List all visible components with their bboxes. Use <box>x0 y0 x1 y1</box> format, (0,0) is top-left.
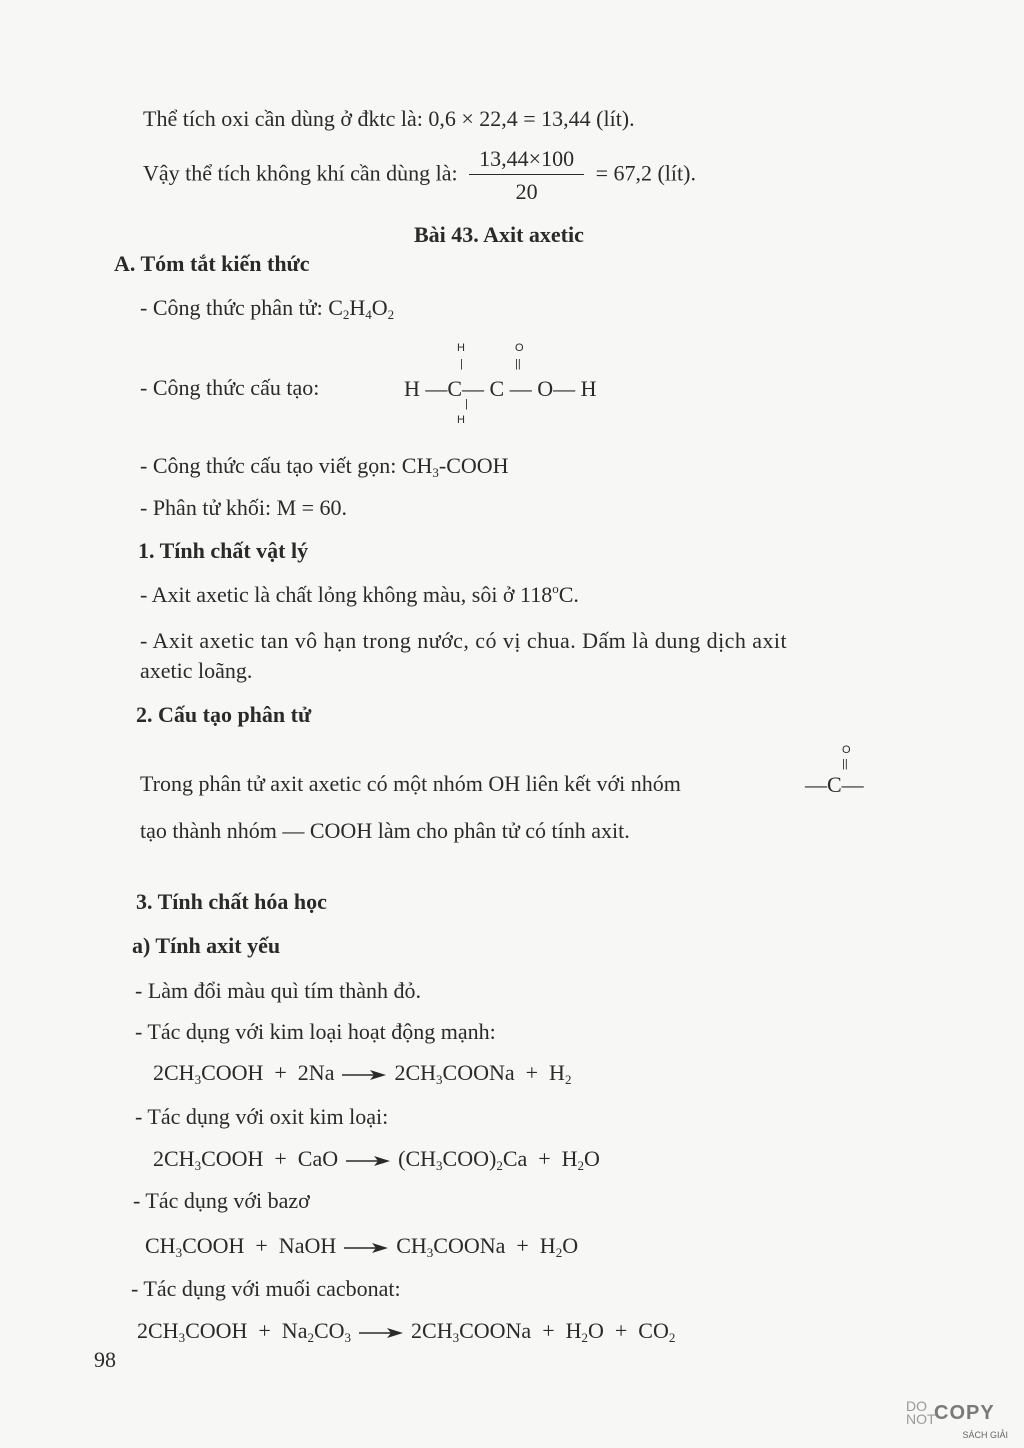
reactant: 2CH <box>137 1318 179 1343</box>
reactant: CH <box>145 1233 176 1258</box>
subscript: 3 <box>432 465 439 480</box>
structure-text-2: tạo thành nhóm — COOH làm cho phân tử có tính axit. <box>140 818 630 843</box>
subscript: 2 <box>307 1330 314 1345</box>
top-oxygen: O <box>515 342 524 354</box>
air-volume-result: = 67,2 (lít). <box>595 160 696 186</box>
structure-text-1: Trong phân tử axit axetic có một nhóm OH liên kết với nhóm <box>140 771 681 796</box>
lesson-title: Bài 43. Axit axetic <box>414 222 584 247</box>
structural-formula-main: H —C— C — O— H <box>404 376 597 401</box>
subscript: 3 <box>175 1245 183 1260</box>
bullet-litmus: - Làm đổi màu quì tím thành đỏ. <box>135 978 421 1003</box>
subscript: 2 <box>668 1330 676 1345</box>
reaction-arrow-icon <box>344 1242 388 1254</box>
carbonyl-oxygen: O <box>842 744 851 756</box>
reaction-metal <box>153 1060 571 1086</box>
watermark-stamp <box>906 1400 1010 1440</box>
subscript: 2 <box>342 307 350 322</box>
product: COONa + H <box>442 1060 565 1085</box>
reactant: COOH + 2Na <box>201 1060 335 1085</box>
physical-property-2-cont: axetic loãng. <box>140 658 253 683</box>
subscript: 3 <box>194 1158 202 1173</box>
formula-part: H <box>349 295 366 320</box>
bullet-metal: - Tác dụng với kim loại hoạt động mạnh: <box>135 1019 496 1044</box>
chemical-properties-heading: 3. Tính chất hóa học <box>136 889 327 914</box>
carbonyl-double-bond: || <box>842 758 848 770</box>
subscript: 2 <box>577 1158 585 1173</box>
single-bond-top: | <box>460 358 463 370</box>
product: COO) <box>442 1146 497 1171</box>
product: O <box>562 1233 579 1258</box>
product: COONa + H <box>433 1233 556 1258</box>
air-volume-line <box>143 146 696 205</box>
bullet-metal-oxide: - Tác dụng với oxit kim loại: <box>135 1104 389 1129</box>
subscript: 2 <box>564 1072 572 1087</box>
subscript: 3 <box>344 1330 352 1345</box>
subscript: 3 <box>452 1330 460 1345</box>
reactant: 2CH <box>153 1060 195 1085</box>
degree-mark: o <box>552 581 559 596</box>
carbonyl-group: —C— <box>805 772 864 797</box>
stamp-not: NOT <box>906 1411 936 1427</box>
formula-part: O <box>371 295 388 320</box>
condensed-text: - Công thức cấu tạo viết gọn: CH <box>140 453 433 478</box>
page-number: 98 <box>94 1347 116 1372</box>
subscript: 2 <box>496 1158 503 1173</box>
molecular-formula <box>140 295 394 321</box>
product: COONa + H <box>459 1318 582 1343</box>
reaction-metal-oxide <box>153 1146 600 1172</box>
double-bond-top: || <box>515 358 521 370</box>
boiling-text: - Axit axetic là chất lỏng không màu, sôi ở 118 <box>140 582 553 607</box>
molecular-structure-heading: 2. Cấu tạo phân tử <box>136 702 312 727</box>
oxygen-volume-line: Thể tích oxi cần dùng ở đktc là: 0,6 × 22,4 = 13,44 (lít). <box>143 106 635 131</box>
subscript: 2 <box>581 1330 588 1345</box>
air-volume-fraction <box>469 146 584 205</box>
product: CH <box>396 1233 427 1258</box>
stamp-copy: COPY <box>934 1402 995 1424</box>
bullet-carbonate: - Tác dụng với muối cacbonat: <box>131 1276 401 1301</box>
single-bond-bottom: | <box>465 398 468 410</box>
molar-mass: - Phân tử khối: M = 60. <box>140 495 348 520</box>
product: (CH <box>398 1146 437 1171</box>
reactant: COOH + Na <box>185 1318 308 1343</box>
stamp-do-not <box>906 1400 936 1426</box>
physical-property-2: - Axit axetic tan vô hạn trong nước, có vị chua. Dấm là dung dịch axit <box>140 628 788 653</box>
subscript: 2 <box>555 1245 563 1260</box>
fraction-denominator: 20 <box>515 179 538 204</box>
product: 2CH <box>394 1060 437 1085</box>
reaction-arrow-icon <box>359 1327 403 1339</box>
reaction-arrow-icon <box>346 1155 390 1167</box>
bullet-base: - Tác dụng với bazơ <box>133 1188 310 1213</box>
subscript: 3 <box>426 1245 434 1260</box>
fraction-numerator: 13,44×100 <box>469 146 584 175</box>
reactant: 2CH <box>153 1146 195 1171</box>
stamp-brand: SÁCH GIẢI <box>962 1430 1008 1440</box>
reaction-carbonate <box>137 1318 675 1344</box>
reaction-base <box>145 1233 578 1259</box>
reactant: COOH + NaOH <box>182 1233 337 1258</box>
condensed-rest: -COOH <box>438 453 509 478</box>
top-hydrogen: H <box>457 342 465 354</box>
product: O + CO <box>588 1318 669 1343</box>
reactant: CO <box>313 1318 345 1343</box>
stamp-do: DO <box>906 1398 927 1414</box>
weak-acid-heading: a) Tính axit yếu <box>132 933 281 958</box>
air-volume-prefix: Vậy thể tích không khí cần dùng là: <box>143 160 458 186</box>
subscript: 2 <box>387 307 395 322</box>
product: 2CH <box>411 1318 453 1343</box>
subscript: 3 <box>436 1072 443 1087</box>
bottom-hydrogen: H <box>457 414 465 426</box>
physical-properties-heading: 1. Tính chất vật lý <box>138 538 309 563</box>
structural-formula-label: - Công thức cấu tạo: <box>140 375 320 400</box>
reactant: COOH + CaO <box>201 1146 339 1171</box>
subscript: 3 <box>194 1072 202 1087</box>
subscript: 4 <box>365 307 372 322</box>
boiling-unit: C. <box>558 582 579 607</box>
condensed-formula <box>140 453 509 479</box>
section-a-heading: A. Tóm tắt kiến thức <box>114 251 310 276</box>
molecular-formula-text: - Công thức phân tử: C <box>140 295 343 320</box>
reaction-arrow-icon <box>342 1069 386 1081</box>
product: Ca + H <box>502 1146 578 1171</box>
subscript: 3 <box>178 1330 186 1345</box>
physical-property-1 <box>140 582 579 608</box>
product: O <box>584 1146 600 1171</box>
subscript: 3 <box>436 1158 443 1173</box>
